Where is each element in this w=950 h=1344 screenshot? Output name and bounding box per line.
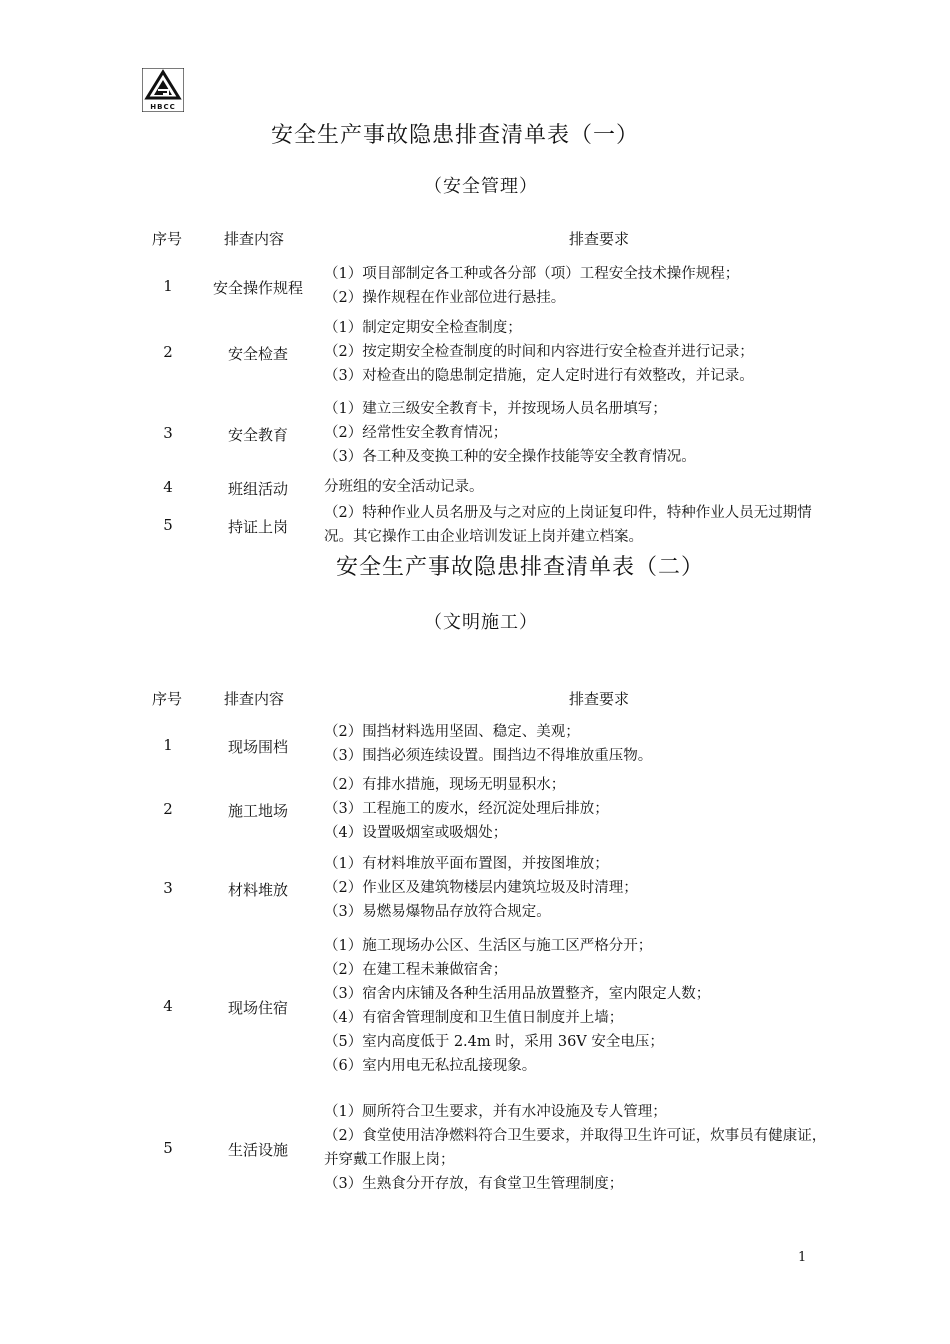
requirement-line: （3）生熟食分开存放，有食堂卫生管理制度； [324, 1176, 624, 1192]
section2-subtitle: （文明施工） [424, 612, 538, 633]
requirement-line: （1）有材料堆放平面布置图，并按图堆放； [324, 856, 609, 872]
row-requirements [324, 397, 886, 469]
requirement-line: （2）食堂使用洁净燃料符合卫生要求，并取得卫生许可证，炊事员有健康证， [324, 1128, 827, 1144]
section2-header-item: 排查内容 [224, 690, 285, 708]
row-item: 安全检查 [227, 345, 288, 363]
requirement-line: （2）围挡材料选用坚固、稳定、美观； [324, 724, 580, 740]
row-item: 现场住宿 [227, 999, 288, 1017]
row-requirements [324, 852, 886, 924]
requirement-line: 况。其它操作工由企业培训发证上岗并建立档案。 [324, 529, 643, 545]
requirement-line: （1）项目部制定各工种或各分部（项）工程安全技术操作规程； [324, 266, 740, 282]
row-requirements [324, 720, 886, 768]
page-number: 1 [798, 1250, 807, 1265]
row-item: 持证上岗 [227, 518, 288, 536]
row-number: 2 [163, 800, 173, 818]
row-number: 3 [163, 424, 173, 442]
section1-title: 安全生产事故隐患排查清单表（一） [270, 123, 639, 148]
requirement-line: （1）制定定期安全检查制度； [324, 320, 522, 336]
row-number: 4 [163, 478, 173, 496]
requirement-line: （2）有排水措施，现场无明显积水； [324, 777, 566, 793]
company-logo [142, 68, 184, 112]
row-item: 安全操作规程 [212, 279, 303, 297]
requirement-line: （2）作业区及建筑物楼层内建筑垃圾及时清理； [324, 880, 638, 896]
row-number: 2 [163, 343, 173, 361]
row-item: 安全教育 [227, 426, 288, 444]
requirement-line: （6）室内用电无私拉乱接现象。 [324, 1058, 537, 1074]
requirement-line: 分班组的安全活动记录。 [324, 479, 484, 495]
requirement-line: （1）厕所符合卫生要求，并有水冲设施及专人管理； [324, 1104, 667, 1120]
row-requirements [324, 316, 886, 388]
requirement-line: （3）围挡必须连续设置。围挡边不得堆放重压物。 [324, 748, 653, 764]
row-item: 施工地场 [227, 802, 288, 820]
row-number: 4 [163, 997, 173, 1015]
row-requirements [324, 262, 886, 310]
row-number: 1 [163, 277, 173, 295]
row-requirements [324, 934, 886, 1078]
section2-header-req: 排查要求 [569, 690, 630, 708]
svg-text:HBCC: HBCC [150, 103, 176, 111]
section1-header-req: 排查要求 [569, 230, 630, 248]
section1-subtitle: （安全管理） [424, 176, 538, 197]
row-item: 现场围档 [227, 738, 288, 756]
requirement-line: （4）设置吸烟室或吸烟处； [324, 825, 508, 841]
section2-title: 安全生产事故隐患排查清单表（二） [335, 555, 704, 580]
row-item: 班组活动 [227, 480, 288, 498]
row-number: 5 [163, 516, 173, 534]
row-requirements [324, 501, 886, 549]
requirement-line: （2）按定期安全检查制度的时间和内容进行安全检查并进行记录； [324, 344, 754, 360]
requirement-line: （3）各工种及变换工种的安全操作技能等安全教育情况。 [324, 449, 696, 465]
requirement-line: （3）工程施工的废水，经沉淀处理后排放； [324, 801, 609, 817]
requirement-line: （2）在建工程未兼做宿舍； [324, 962, 508, 978]
requirement-line: （1）建立三级安全教育卡，并按现场人员名册填写； [324, 401, 667, 417]
section1-header-item: 排查内容 [224, 230, 285, 248]
requirement-line: （2）特种作业人员名册及与之对应的上岗证复印件，特种作业人员无过期情 [324, 505, 812, 521]
requirement-line: （3）对检查出的隐患制定措施，定人定时进行有效整改，并记录。 [324, 368, 754, 384]
row-item: 生活设施 [227, 1141, 288, 1159]
requirement-line: （2）操作规程在作业部位进行悬挂。 [324, 290, 566, 306]
row-number: 1 [163, 736, 173, 754]
requirement-line: （3）宿舍内床铺及各种生活用品放置整齐，室内限定人数； [324, 986, 711, 1002]
row-requirements [324, 773, 886, 845]
requirement-line: （4）有宿舍管理制度和卫生值日制度并上墙； [324, 1010, 624, 1026]
requirement-line: 并穿戴工作服上岗； [324, 1152, 455, 1168]
requirement-line: （3）易燃易爆物品存放符合规定。 [324, 904, 551, 920]
row-item: 材料堆放 [227, 881, 288, 899]
row-number: 5 [163, 1139, 173, 1157]
requirement-line: （5）室内高度低于 2.4m 时，采用 36V 安全电压； [324, 1034, 664, 1050]
requirement-line: （2）经常性安全教育情况； [324, 425, 508, 441]
row-requirements [324, 475, 886, 499]
row-number: 3 [163, 879, 173, 897]
section2-header-no: 序号 [152, 690, 183, 708]
requirement-line: （1）施工现场办公区、生活区与施工区严格分开； [324, 938, 653, 954]
section1-header-no: 序号 [152, 230, 183, 248]
row-requirements [324, 1100, 886, 1196]
